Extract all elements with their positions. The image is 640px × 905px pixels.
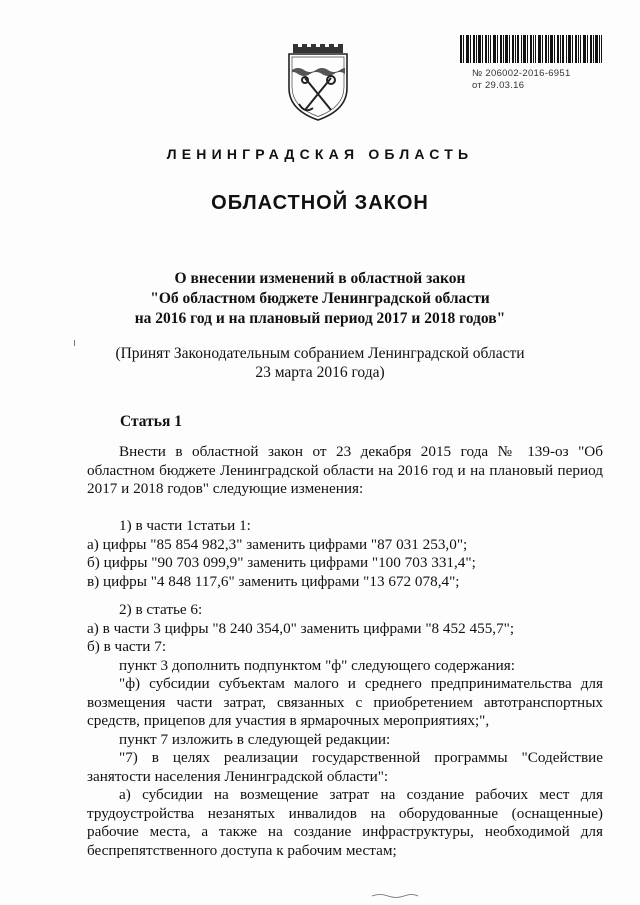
article-intro: Внести в областной закон от 23 декабря 2015 года № 139-оз "Об областном бюджете Ленинградской области на 2016 год и на плановый период 2017 и 2018 годов" следующие изменения: [87,443,603,497]
law-title-line: "Об областном бюджете Ленинградской области [150,290,490,307]
adoption-note-line: (Принят Законодательным собранием Ленинградской области [115,345,525,362]
scan-mark [370,893,420,899]
list-item: а) в части 3 цифры "8 240 354,0" заменить цифрами "8 452 455,7"; [87,619,515,637]
registration-number: № 206002-2016-6951 [472,68,571,79]
article-heading: Статья 1 [120,413,182,430]
paragraph-7: "7) в целях реализации государственной программы "Содействие занятости населения Ленинградской области": [87,749,603,785]
list-item: б) в части 7: [87,638,167,655]
coat-of-arms-icon [285,40,351,122]
scan-mark [73,340,76,346]
list-item: б) цифры "90 703 099,9" заменить цифрами "100 703 331,4"; [87,554,476,571]
list-item: в) цифры "4 848 117,6" заменить цифрами "13 672 078,4"; [87,572,460,590]
law-title [0,269,640,329]
barcode-icon [460,35,602,63]
law-title-line: О внесении изменений в областной закон [174,270,466,287]
law-title-line: на 2016 год и на плановый период 2017 и 2018 годов" [134,310,506,327]
list-item: пункт 3 дополнить подпунктом "ф" следующего содержания: [119,656,515,674]
region-name: ЛЕНИНГРАДСКАЯ ОБЛАСТЬ [166,146,474,162]
list-item: а) цифры "85 854 982,3" заменить цифрами "87 031 253,0"; [87,535,468,553]
paragraph-7a: а) субсидии на возмещение затрат на создание рабочих мест для трудоустройства незанятых инвалидов на оборудованные (оснащенные) рабочие места, а также на создание инфраструктуры, необходимой для беспрепятственного доступа к рабочим местам; [87,786,603,859]
registration-date: от 29.03.16 [472,80,525,91]
list-item: пункт 7 изложить в следующей редакции: [119,730,391,748]
adoption-note-line: 23 марта 2016 года) [255,364,385,381]
adoption-note [0,344,640,382]
document-type: ОБЛАСТНОЙ ЗАКОН [211,192,429,214]
list-item: 1) в части 1статьи 1: [119,517,251,534]
list-item: 2) в статье 6: [119,601,203,618]
subparagraph-f: "ф) субсидии субъектам малого и среднего предпринимательства для возмещения части затрат, связанных с приобретением автотранспортных средств, прицепов для участия в ярмарочных мероприятиях;", [87,675,603,729]
